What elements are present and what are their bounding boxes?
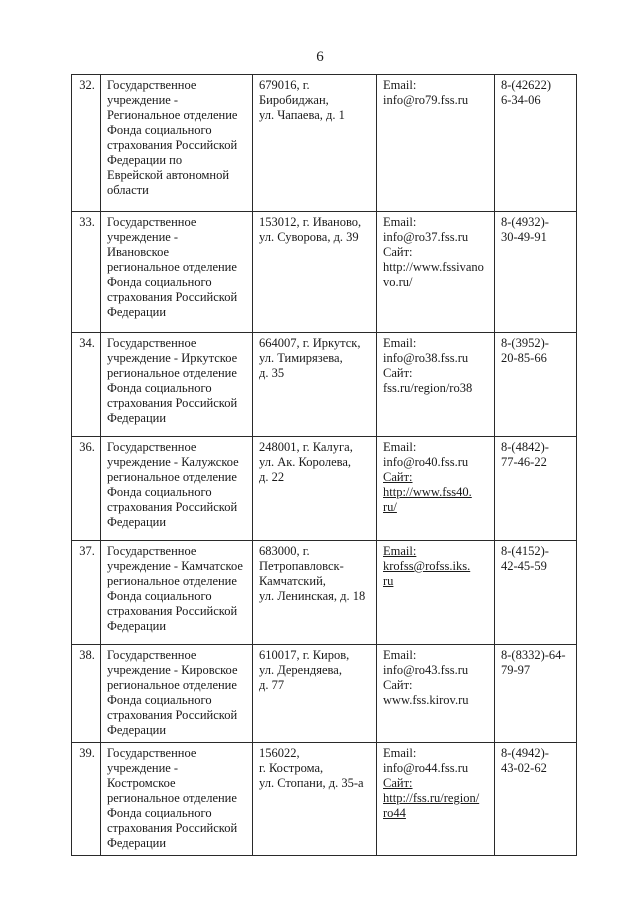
row-number: 33.: [72, 212, 101, 333]
contact-line: Email:: [383, 440, 417, 454]
phone-line: 8-(42622): [501, 78, 551, 92]
row-number: 36.: [72, 437, 101, 541]
institution-name-line: Фонда социального: [107, 381, 212, 395]
address-line: ул. Ленинская, д. 18: [259, 589, 366, 603]
institution-name-line: Государственное: [107, 746, 197, 760]
contact-line[interactable]: info@ro79.fss.ru: [383, 93, 469, 107]
institution-name-line: региональное отделение: [107, 366, 237, 380]
phone-line: 8-(4932)-: [501, 215, 549, 229]
institution-name-line: Костромское: [107, 776, 176, 790]
institution-name-line: Государственное: [107, 78, 197, 92]
institution-name-line: учреждение -: [107, 230, 179, 244]
institution-name-line: региональное отделение: [107, 470, 237, 484]
address-line: ул. Ак. Королева,: [259, 455, 352, 469]
institution-name-line: Фонда социального: [107, 123, 212, 137]
institution-name-line: Фонда социального: [107, 806, 212, 820]
institution-name-line: страхования Российской: [107, 821, 238, 835]
contact-line: Сайт:: [383, 776, 413, 790]
phone-line: 8-(8332)-64-: [501, 648, 566, 662]
institution-name-line: региональное отделение: [107, 260, 237, 274]
institution-name-line: Федерации по: [107, 153, 183, 167]
contact-line: Email:: [383, 215, 417, 229]
phone-cell: [495, 212, 577, 333]
address-line: Камчатский,: [259, 574, 326, 588]
institution-name-line: Федерации: [107, 836, 167, 850]
institution-name-line: страхования Российской: [107, 290, 238, 304]
address-line: 156022,: [259, 746, 300, 760]
contact-line: Email:: [383, 78, 417, 92]
phone-cell: [495, 743, 577, 856]
table-row: [72, 75, 577, 212]
institution-name-cell: [101, 75, 253, 212]
row-number: 38.: [72, 645, 101, 743]
contact-line[interactable]: www.fss.kirov.ru: [383, 693, 469, 707]
institution-name-line: Федерации: [107, 411, 167, 425]
contact-line: Email:: [383, 544, 417, 558]
institution-name-line: учреждение - Кировское: [107, 663, 238, 677]
institution-name-line: Федерации: [107, 723, 167, 737]
page-number: 6: [316, 49, 324, 65]
institution-name-line: Федерации: [107, 619, 167, 633]
institution-name-line: учреждение -: [107, 93, 179, 107]
contact-line[interactable]: info@ro40.fss.ru: [383, 455, 469, 469]
contact-line: Сайт:: [383, 366, 413, 380]
address-cell: [253, 333, 377, 437]
phone-line: 8-(4842)-: [501, 440, 549, 454]
address-line: д. 77: [259, 678, 285, 692]
phone-line: 6-34-06: [501, 93, 541, 107]
registry-body: [72, 75, 577, 856]
address-line: Биробиджан,: [259, 93, 329, 107]
contact-cell: [377, 743, 495, 856]
address-line: д. 35: [259, 366, 285, 380]
table-row: [72, 437, 577, 541]
contact-line: Email:: [383, 336, 417, 350]
address-line: 153012, г. Иваново,: [259, 215, 362, 229]
contact-cell: [377, 645, 495, 743]
address-line: ул. Тимирязева,: [259, 351, 343, 365]
address-cell: [253, 743, 377, 856]
institution-name-cell: [101, 743, 253, 856]
address-line: ул. Суворова, д. 39: [259, 230, 359, 244]
contact-line: Email:: [383, 648, 417, 662]
address-line: 610017, г. Киров,: [259, 648, 350, 662]
phone-line: 43-02-62: [501, 761, 547, 775]
address-line: 664007, г. Иркутск,: [259, 336, 361, 350]
address-line: д. 22: [259, 470, 285, 484]
phone-line: 8-(4942)-: [501, 746, 549, 760]
address-line: ул. Дерендяева,: [259, 663, 342, 677]
institution-name-line: Федерации: [107, 515, 167, 529]
phone-cell: [495, 541, 577, 645]
address-cell: [253, 645, 377, 743]
row-number: 39.: [72, 743, 101, 856]
institution-name-line: Еврейской автономной: [107, 168, 230, 182]
contact-line[interactable]: http://www.fssivano: [383, 260, 484, 274]
address-line: ул. Стопани, д. 35-а: [259, 776, 364, 790]
institution-name-line: Государственное: [107, 440, 197, 454]
contact-line[interactable]: info@ro44.fss.ru: [383, 761, 469, 775]
phone-line: 8-(3952)-: [501, 336, 549, 350]
table-row: [72, 645, 577, 743]
address-cell: [253, 75, 377, 212]
institution-name-line: Фонда социального: [107, 589, 212, 603]
row-number: 34.: [72, 333, 101, 437]
institution-name-cell: [101, 645, 253, 743]
contact-line[interactable]: fss.ru/region/ro38: [383, 381, 473, 395]
institution-name-line: Фонда социального: [107, 275, 212, 289]
contact-line: Сайт:: [383, 245, 413, 259]
institution-name-cell: [101, 437, 253, 541]
institution-name-cell: [101, 541, 253, 645]
contact-line[interactable]: http://fss.ru/region/: [383, 791, 480, 805]
institution-name-line: учреждение - Камчатское: [107, 559, 243, 573]
phone-cell: [495, 645, 577, 743]
phone-line: 42-45-59: [501, 559, 547, 573]
institution-name-line: учреждение -: [107, 761, 179, 775]
contact-line[interactable]: info@ro43.fss.ru: [383, 663, 469, 677]
phone-cell: [495, 437, 577, 541]
contact-cell: [377, 212, 495, 333]
contact-line: Email:: [383, 746, 417, 760]
institution-name-line: региональное отделение: [107, 791, 237, 805]
institution-name-line: страхования Российской: [107, 604, 238, 618]
address-line: 679016, г.: [259, 78, 310, 92]
institution-name-line: Федерации: [107, 305, 167, 319]
institution-name-line: страхования Российской: [107, 708, 238, 722]
contact-line[interactable]: ru: [383, 574, 394, 588]
institution-name-line: страхования Российской: [107, 396, 238, 410]
table-row: [72, 212, 577, 333]
institution-name-line: региональное отделение: [107, 678, 237, 692]
address-line: 248001, г. Калуга,: [259, 440, 353, 454]
contact-line[interactable]: http://www.fss40.: [383, 485, 472, 499]
institution-name-line: Государственное: [107, 215, 197, 229]
address-cell: [253, 541, 377, 645]
institution-name-cell: [101, 333, 253, 437]
institution-name-line: Фонда социального: [107, 693, 212, 707]
institution-name-line: области: [107, 183, 149, 197]
phone-cell: [495, 75, 577, 212]
contact-cell: [377, 541, 495, 645]
phone-line: 77-46-22: [501, 455, 547, 469]
contact-line[interactable]: vo.ru/: [383, 275, 413, 289]
phone-cell: [495, 333, 577, 437]
phone-line: 30-49-91: [501, 230, 547, 244]
institution-name-line: учреждение - Иркутское: [107, 351, 238, 365]
institution-name-line: страхования Российской: [107, 500, 238, 514]
row-number: 32.: [72, 75, 101, 212]
address-line: ул. Чапаева, д. 1: [259, 108, 345, 122]
contact-line[interactable]: ro44: [383, 806, 406, 820]
institution-name-line: Ивановское: [107, 245, 170, 259]
row-number: 37.: [72, 541, 101, 645]
contact-line[interactable]: krofss@rofss.iks.: [383, 559, 471, 573]
phone-line: 20-85-66: [501, 351, 547, 365]
table-row: [72, 333, 577, 437]
contact-line[interactable]: info@ro37.fss.ru: [383, 230, 469, 244]
institution-name-line: учреждение - Калужское: [107, 455, 239, 469]
contact-line[interactable]: ru/: [383, 500, 397, 514]
address-cell: [253, 212, 377, 333]
institution-name-line: Фонда социального: [107, 485, 212, 499]
address-line: Петропавловск-: [259, 559, 344, 573]
address-line: г. Кострома,: [259, 761, 324, 775]
phone-line: 8-(4152)-: [501, 544, 549, 558]
institution-name-line: Региональное отделение: [107, 108, 238, 122]
table-row: [72, 541, 577, 645]
institution-name-line: региональное отделение: [107, 574, 237, 588]
phone-line: 79-97: [501, 663, 531, 677]
branch-registry-table: [71, 74, 577, 856]
address-line: 683000, г.: [259, 544, 310, 558]
table-row: [72, 743, 577, 856]
contact-line: Сайт:: [383, 470, 413, 484]
contact-line: Сайт:: [383, 678, 413, 692]
institution-name-cell: [101, 212, 253, 333]
institution-name-line: Государственное: [107, 648, 197, 662]
contact-cell: [377, 75, 495, 212]
contact-cell: [377, 333, 495, 437]
address-cell: [253, 437, 377, 541]
institution-name-line: Государственное: [107, 336, 197, 350]
institution-name-line: страхования Российской: [107, 138, 238, 152]
institution-name-line: Государственное: [107, 544, 197, 558]
contact-line[interactable]: info@ro38.fss.ru: [383, 351, 469, 365]
contact-cell: [377, 437, 495, 541]
